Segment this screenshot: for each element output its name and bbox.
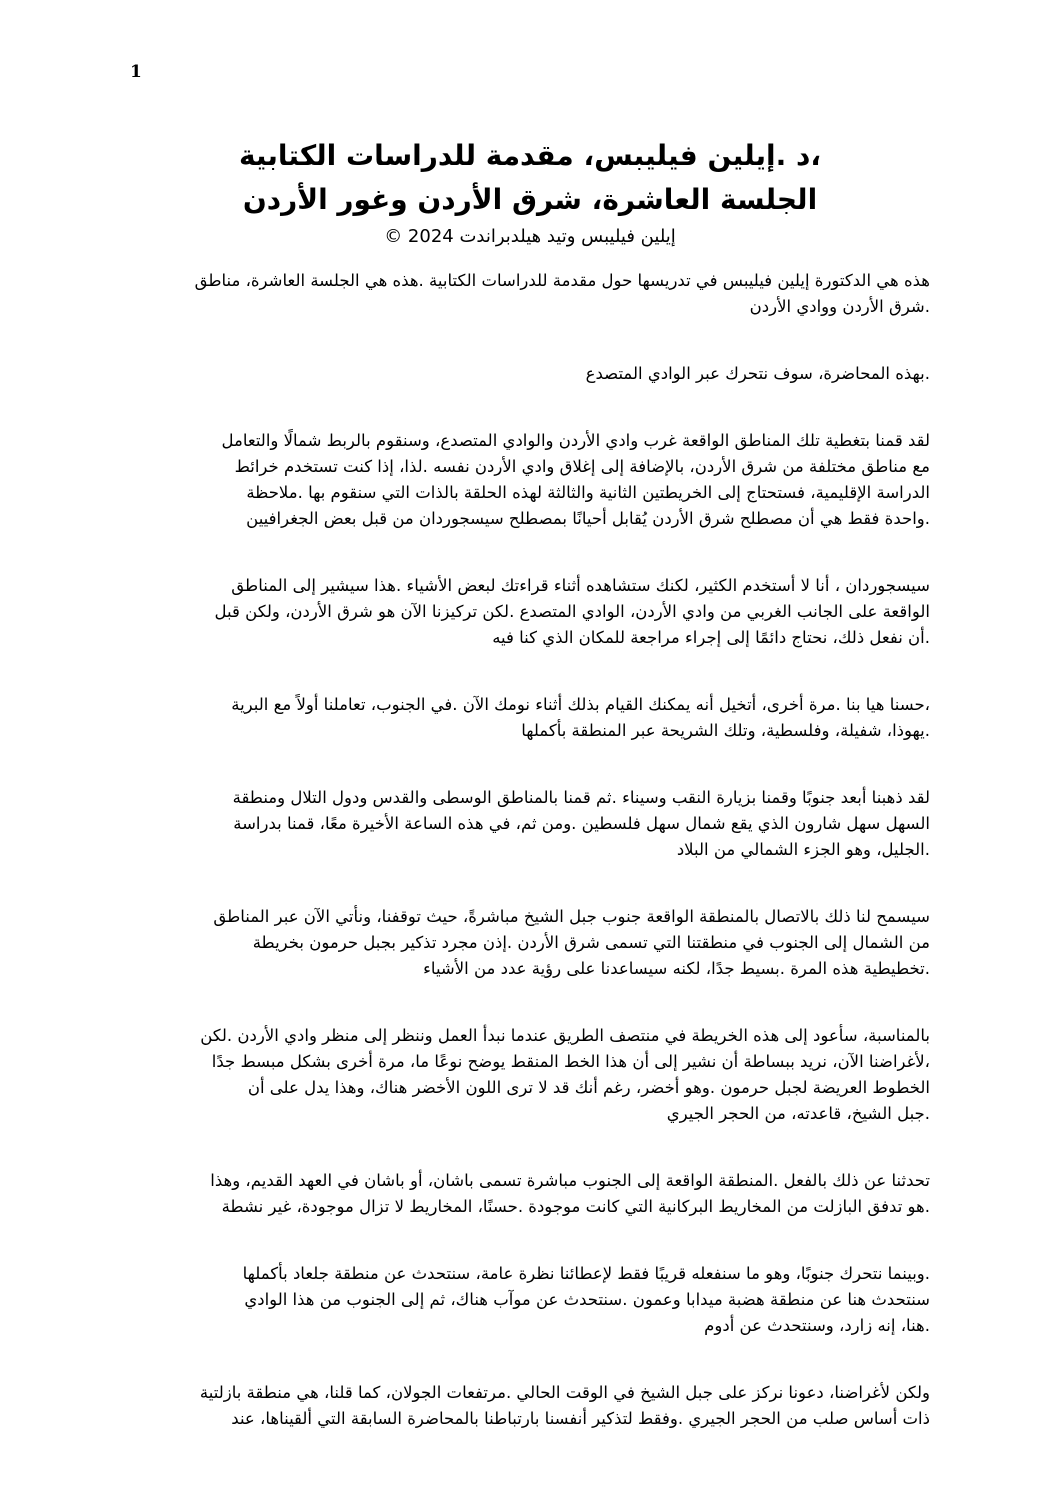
paragraph bbox=[130, 904, 930, 982]
paragraph bbox=[130, 1023, 930, 1127]
text-line: السهل سهل شارون الذي يقع شمال سهل فلسطين .ومن ثم، في هذه الساعة الأخيرة معًا، قمنا بدراسة bbox=[233, 814, 930, 833]
text-line: .واحدة فقط هي أن مصطلح شرق الأردن يُقابل أحيانًا بمصطلح سيسجوردان من قبل بعض الجغرافيين bbox=[246, 509, 930, 528]
text-line: .بهذه المحاضرة، سوف نتحرك عبر الوادي المتصدع bbox=[585, 364, 930, 383]
title-line-2: الجلسة العاشرة، شرق الأردن وغور الأردن bbox=[242, 183, 818, 216]
text-line: مع مناطق مختلفة من شرق الأردن، بالإضافة إلى إغلاق وادي الأردن نفسه .لذا، إذا كنت تستخدم خرائط bbox=[234, 457, 930, 476]
document-header bbox=[130, 134, 930, 252]
paragraph bbox=[130, 692, 930, 744]
text-line: تحدثنا عن ذلك بالفعل .المنطقة الواقعة إلى الجنوب مباشرة تسمى باشان، أو باشان في العهد القديم، وهذا bbox=[210, 1171, 930, 1190]
text-line: من الشمال إلى الجنوب في منطقتنا التي تسمى شرق الأردن .إذن مجرد تذكير بجبل حرمون بخريطة bbox=[252, 933, 930, 952]
paragraph bbox=[130, 1168, 930, 1220]
text-line: بالمناسبة، سأعود إلى هذه الخريطة في منتصف الطريق عندما نبدأ العمل وننظر إلى منظر وادي الأردن .لكن bbox=[200, 1026, 930, 1045]
text-line: ذات أساس صلب من الحجر الجيري .وفقط لتذكير أنفسنا بارتباطنا بالمحاضرة السابقة التي ألقيناها، عند bbox=[231, 1409, 930, 1428]
text-line: .تخطيطية هذه المرة .بسيط جدًا، لكنه سيساعدنا على رؤية عدد من الأشياء bbox=[423, 959, 930, 978]
text-line: سنتحدث هنا عن منطقة هضبة ميدابا وعمون .سنتحدث عن موآب هناك، ثم إلى الجنوب من هذا الوادي bbox=[244, 1290, 930, 1309]
paragraph bbox=[130, 1261, 930, 1339]
text-line: لقد ذهبنا أبعد جنوبًا وقمنا بزيارة النقب وسيناء .ثم قمنا بالمناطق الوسطى والقدس ودول التلال ومنطقة bbox=[232, 788, 930, 807]
text-line: .وبينما نتحرك جنوبًا، وهو ما سنفعله قريبًا فقط لإعطائنا نظرة عامة، سنتحدث عن منطقة جلعاد بأكملها bbox=[242, 1264, 930, 1283]
paragraph bbox=[130, 785, 930, 863]
text-line: سيسمح لنا ذلك بالاتصال بالمنطقة الواقعة جنوب جبل الشيخ مباشرةً، حيث توقفنا، ونأتي الآن عبر المناطق bbox=[213, 907, 930, 926]
copyright-line: إيلين فيليبس وتيد هيلدبراندت 2024 © bbox=[384, 226, 676, 247]
document-body bbox=[130, 268, 930, 1473]
paragraph bbox=[130, 268, 930, 320]
text-line: .هنا، إنه زارد، وسنتحدث عن أدوم bbox=[704, 1316, 930, 1335]
text-line: هذه هي الدكتورة إيلين فيليبس في تدريسها حول مقدمة للدراسات الكتابية .هذه هي الجلسة العاشرة، مناطق bbox=[194, 271, 930, 290]
text-line: لقد قمنا بتغطية تلك المناطق الواقعة غرب وادي الأردن والوادي المتصدع، وسنقوم بالربط شمالًا والتعامل bbox=[221, 431, 930, 450]
text-line: .هو تدفق البازلت من المخاريط البركانية التي كانت موجودة .حسنًا، المخاريط لا تزال موجودة، غير نشطة bbox=[221, 1197, 930, 1216]
text-line: ،لأغراضنا الآن، نريد ببساطة أن نشير إلى أن هذا الخط المنقط يوضح نوعًا ما، مرة أخرى بشكل مبسط جدًا bbox=[211, 1052, 930, 1071]
text-line: الواقعة على الجانب الغربي من وادي الأردن، الوادي المتصدع .لكن تركيزنا الآن هو شرق الأردن، ولكن قبل bbox=[214, 602, 930, 621]
text-line: سيسجوردان ، أنا لا أستخدم الكثير، لكنك ستشاهده أثناء قراءتك لبعض الأشياء .هذا سيشير إلى المناطق bbox=[231, 576, 930, 595]
text-line: ولكن لأغراضنا، دعونا نركز على جبل الشيخ في الوقت الحالي .مرتفعات الجولان، كما قلنا، هي منطقة بازلتية bbox=[199, 1383, 930, 1402]
text-line: ،حسنا هيا بنا .مرة أخرى، أتخيل أنه يمكنك القيام بذلك أثناء نومك الآن .في الجنوب، تعاملنا أولاً مع البرية bbox=[231, 695, 930, 714]
paragraph bbox=[130, 428, 930, 532]
page-number: 1 bbox=[130, 62, 142, 82]
text-line: الدراسة الإقليمية، فستحتاج إلى الخريطتين الثانية والثالثة لهذه الحلقة بالذات التي سنقوم بها .ملاحظة bbox=[246, 483, 930, 502]
text-line: .أن نفعل ذلك، نحتاج دائمًا إلى إجراء مراجعة للمكان الذي كنا فيه bbox=[492, 628, 930, 647]
text-line: الخطوط العريضة لجبل حرمون .وهو أخضر، رغم أنك قد لا ترى اللون الأخضر هناك، وهذا يدل على أن bbox=[247, 1078, 930, 1097]
text-line: .يهوذا، شفيلة، وفلسطية، وتلك الشريحة عبر المنطقة بأكملها bbox=[521, 721, 930, 740]
paragraph bbox=[130, 1380, 930, 1432]
title-line-1: ،د .إيلين فيليبس، مقدمة للدراسات الكتابية bbox=[238, 139, 822, 172]
text-line: .الجليل، وهو الجزء الشمالي من البلاد bbox=[676, 840, 930, 859]
text-line: .شرق الأردن ووادي الأردن bbox=[749, 297, 930, 316]
paragraph bbox=[130, 573, 930, 651]
text-line: .جبل الشيخ، قاعدته، من الحجر الجيري bbox=[666, 1104, 930, 1123]
paragraph bbox=[130, 361, 930, 387]
